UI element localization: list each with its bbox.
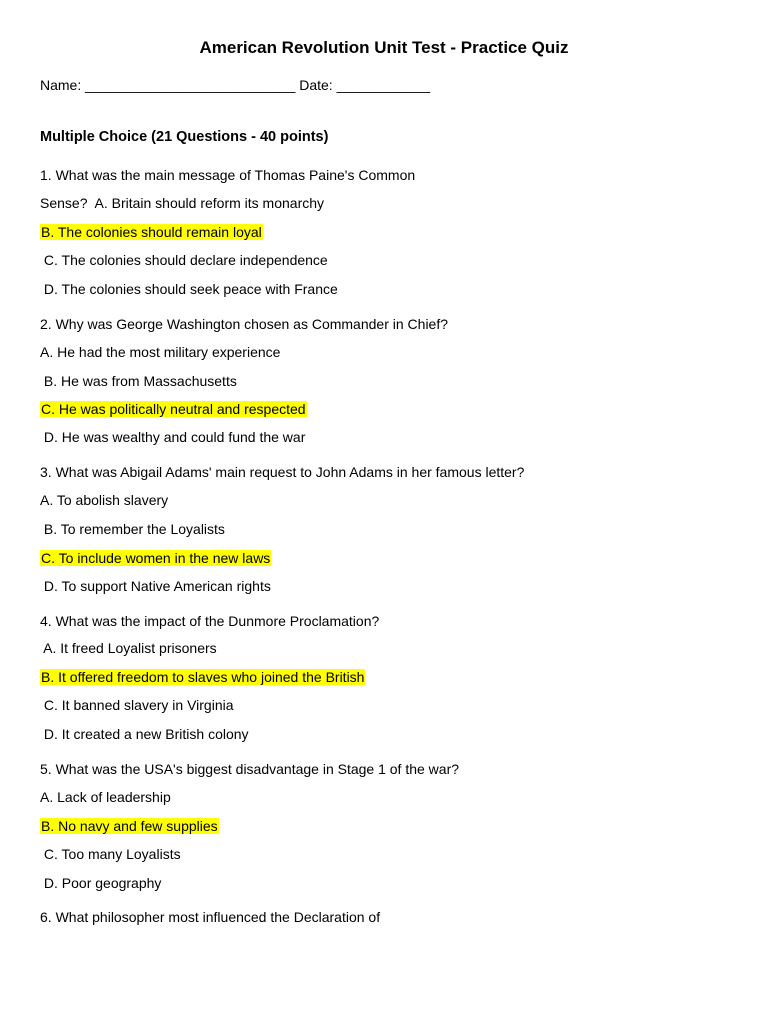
page-title: American Revolution Unit Test - Practice Quiz (199, 38, 569, 57)
name-date-line: Name: ___________________________ Date: ____________ (40, 77, 431, 93)
question-1-option-b (40, 223, 263, 241)
question-5-option-a: A. Lack of leadership (40, 789, 171, 805)
question-2-text: 2. Why was George Washington chosen as Commander in Chief? (40, 316, 449, 332)
highlighted-answer: B. The colonies should remain loyal (41, 224, 262, 240)
question-5-option-d: D. Poor geography (40, 875, 162, 891)
question-3-option-c (40, 549, 271, 567)
question-1-text: 1. What was the main message of Thomas Paine's Common (40, 167, 416, 183)
question-4-option-b (40, 668, 365, 686)
highlighted-answer: C. He was politically neutral and respected (41, 401, 306, 417)
question-2-option-d: D. He was wealthy and could fund the war (40, 429, 306, 445)
question-4-option-c: C. It banned slavery in Virginia (40, 697, 234, 713)
question-5-text: 5. What was the USA's biggest disadvantage in Stage 1 of the war? (40, 761, 460, 777)
question-1-option-d: D. The colonies should seek peace with France (40, 281, 338, 297)
question-3-option-b: B. To remember the Loyalists (40, 521, 225, 537)
highlighted-answer: B. It offered freedom to slaves who joined the British (41, 669, 365, 685)
question-5-option-b (40, 817, 219, 835)
question-5-option-c: C. Too many Loyalists (40, 846, 181, 862)
question-4-option-a: A. It freed Loyalist prisoners (40, 640, 217, 656)
question-1-text-cont: Sense? A. Britain should reform its monarchy (40, 195, 325, 211)
question-3-option-d: D. To support Native American rights (40, 578, 271, 594)
question-4-option-d: D. It created a new British colony (40, 726, 249, 742)
question-2-option-b: B. He was from Massachusetts (40, 373, 237, 389)
question-4-text: 4. What was the impact of the Dunmore Proclamation? (40, 613, 380, 629)
section-heading: Multiple Choice (21 Questions - 40 points) (40, 129, 329, 145)
question-2-option-a: A. He had the most military experience (40, 344, 281, 360)
question-6-text: 6. What philosopher most influenced the Declaration of (40, 909, 381, 925)
question-3-text: 3. What was Abigail Adams' main request to John Adams in her famous letter? (40, 464, 525, 480)
highlighted-answer: B. No navy and few supplies (41, 818, 218, 834)
question-1-option-c: C. The colonies should declare independence (40, 252, 328, 268)
question-3-option-a: A. To abolish slavery (40, 492, 169, 508)
question-2-option-c (40, 400, 307, 418)
highlighted-answer: C. To include women in the new laws (41, 550, 271, 566)
